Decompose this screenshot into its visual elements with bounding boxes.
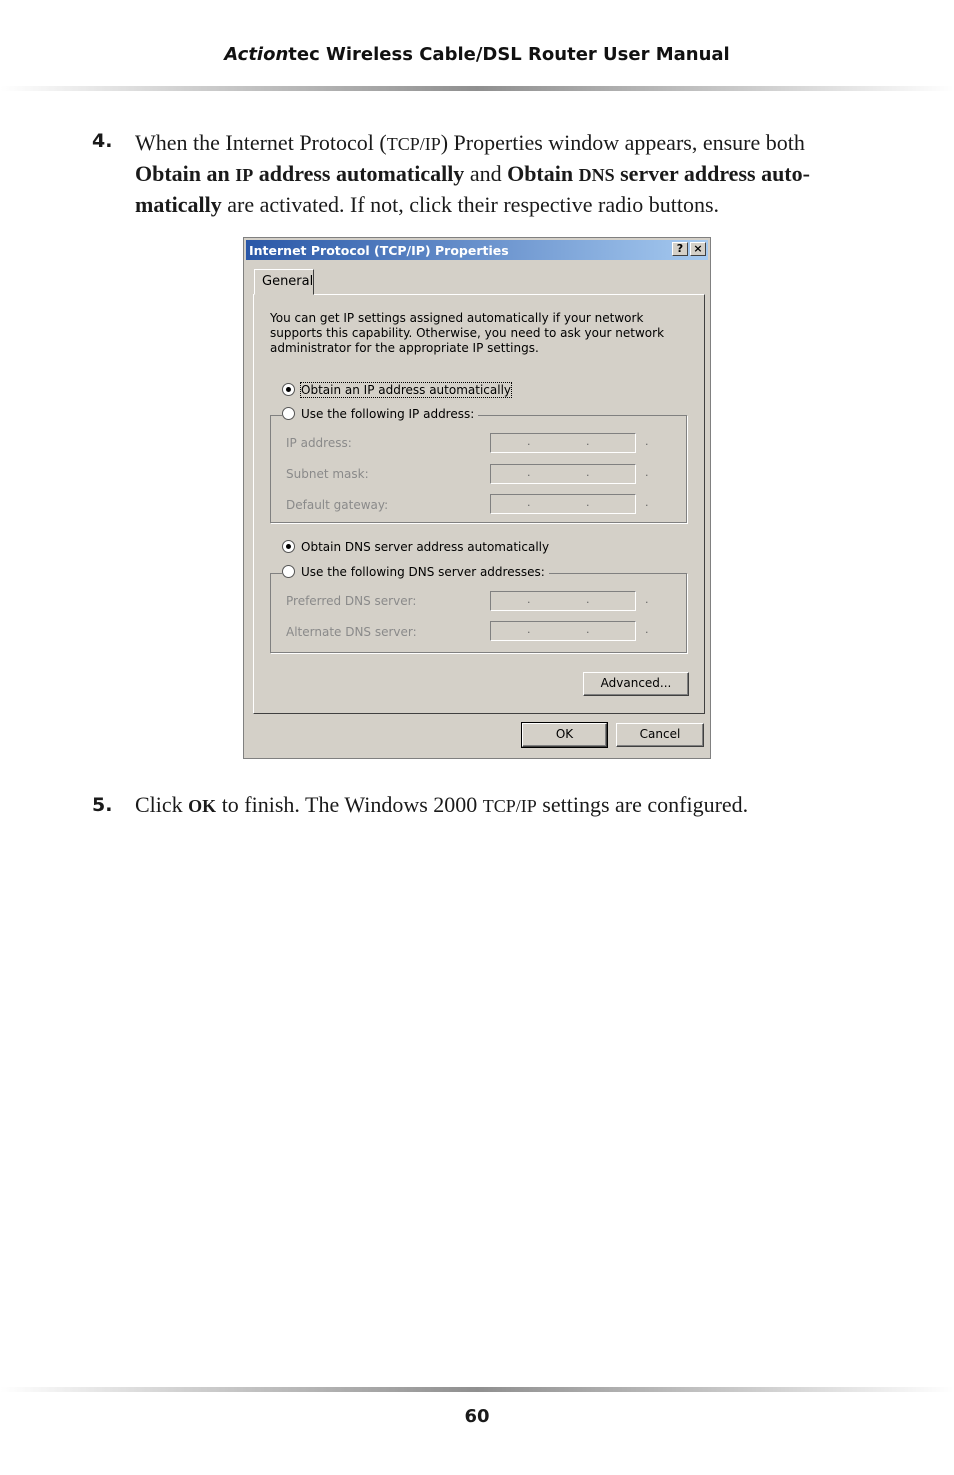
default-gateway-label: Default gateway: <box>286 498 389 512</box>
default-gateway-input[interactable]: . . . <box>490 494 636 514</box>
tcpip-properties-dialog <box>243 237 711 759</box>
step-4-text-part: and <box>464 161 508 186</box>
step-4-text-part: are activated. If not, click their respective radio buttons. <box>221 192 720 217</box>
ip-groupbox <box>270 415 687 523</box>
step-4-bold-ip: IP <box>235 165 254 185</box>
header-brand: Action <box>224 44 289 65</box>
radio-label: Use the following IP address: <box>301 407 475 421</box>
step-4-bold: address automatically <box>253 161 465 186</box>
dns-groupbox <box>270 573 687 653</box>
preferred-dns-input[interactable]: . . . <box>490 591 636 611</box>
header-rule <box>0 86 954 91</box>
radio-use-following-ip[interactable] <box>282 407 478 421</box>
radio-unselected-icon <box>282 565 295 578</box>
step-4-tcpip: TCP/IP <box>386 134 441 154</box>
step-5-tcpip: TCP/IP <box>482 796 537 816</box>
step-4-bold: Obtain <box>507 161 579 186</box>
step-5-text <box>135 790 865 821</box>
radio-use-following-dns[interactable] <box>282 565 549 579</box>
dialog-titlebar <box>246 240 708 260</box>
radio-obtain-ip-auto[interactable] <box>282 383 515 397</box>
intro-text: You can get IP settings assigned automatically if your network supports this capability. Otherwise, you need to ask your network administrator for the appropriate IP settings. <box>270 311 665 355</box>
step-4-bold: Obtain an <box>135 161 236 186</box>
alternate-dns-input[interactable]: . . . <box>490 621 636 641</box>
radio-selected-icon <box>282 383 295 396</box>
step-5-bold-ok: OK <box>188 796 217 816</box>
radio-label: Use the following DNS server addresses: <box>301 565 545 579</box>
subnet-mask-label: Subnet mask: <box>286 467 369 481</box>
radio-selected-icon <box>282 540 295 553</box>
tab-general[interactable]: General <box>254 269 314 295</box>
subnet-mask-input[interactable]: . . . <box>490 464 636 484</box>
step-4-text-part: When the Internet Protocol ( <box>135 130 387 155</box>
page-number: 60 <box>464 1406 490 1427</box>
dialog-title: Internet Protocol (TCP/IP) Properties <box>249 243 509 258</box>
step-4-text-part: ) Properties window appears, ensure both <box>440 130 805 155</box>
radio-obtain-dns-auto[interactable] <box>282 540 553 554</box>
step-5-text-part: Click <box>135 792 189 817</box>
step-4-bold-dns: DNS <box>578 165 615 185</box>
general-tab-panel <box>253 294 705 714</box>
alternate-dns-label: Alternate DNS server: <box>286 625 417 639</box>
ip-address-label: IP address: <box>286 436 352 450</box>
help-button[interactable]: ? <box>672 242 688 256</box>
footer-rule <box>0 1387 954 1392</box>
step-5-number: 5. <box>92 794 113 816</box>
step-5-text-part: to finish. The Windows 2000 <box>216 792 483 817</box>
ip-address-input[interactable]: . . . <box>490 433 636 453</box>
running-header <box>0 44 954 65</box>
step-5-text-part: settings are configured. <box>536 792 749 817</box>
advanced-button[interactable]: Advanced... <box>583 672 689 696</box>
radio-unselected-icon <box>282 407 295 420</box>
step-4-text <box>135 128 865 219</box>
step-4-bold: server address auto-matically <box>135 161 810 217</box>
ok-button[interactable]: OK <box>522 723 607 747</box>
close-button[interactable]: × <box>690 242 706 256</box>
header-title: tec Wireless Cable/DSL Router User Manual <box>288 44 730 65</box>
cancel-button[interactable]: Cancel <box>616 723 704 747</box>
step-4-number: 4. <box>92 130 113 152</box>
preferred-dns-label: Preferred DNS server: <box>286 594 417 608</box>
radio-label: Obtain an IP address automatically <box>301 383 512 397</box>
radio-label: Obtain DNS server address automatically <box>301 540 550 554</box>
